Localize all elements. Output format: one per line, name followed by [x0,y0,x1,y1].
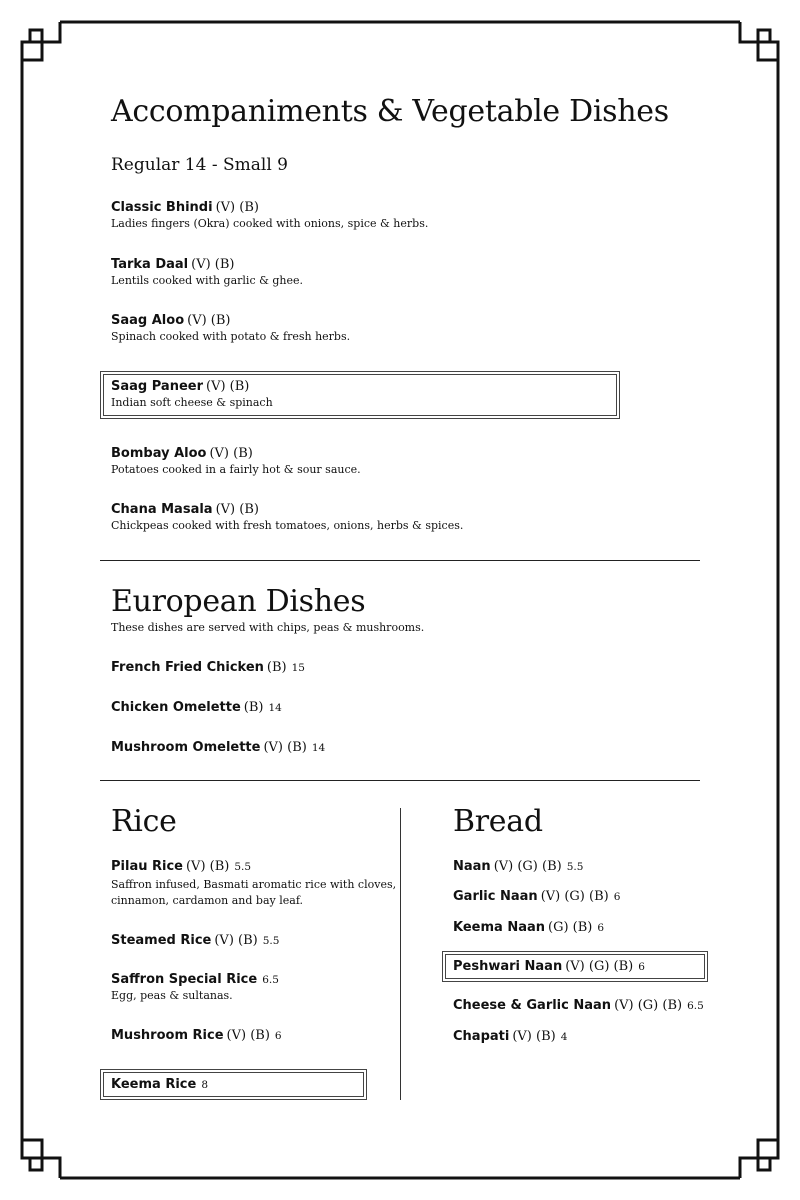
item-tags: (V) (B) [215,502,259,517]
menu-item [111,501,463,534]
item-tags: (B) [243,700,264,715]
item-name: Garlic Naan [453,889,538,904]
item-description: Indian soft cheese & spinach [111,396,273,409]
item-tags: (V) (B) [187,313,231,328]
item-tags: (B) [266,660,287,675]
menu-item [111,739,325,756]
item-price: 15 [291,662,305,674]
menu-item [111,312,350,345]
item-name: Bombay Aloo [111,446,207,461]
item-tags: (V) (B) [512,1029,556,1044]
menu-item-highlighted [453,958,645,975]
item-price: 5.5 [566,861,584,873]
menu-item [453,997,704,1014]
item-price: 8 [201,1079,208,1091]
item-price: 5.5 [262,935,280,947]
item-description: cinnamon, cardamon and bay leaf. [111,894,304,907]
item-name: French Fried Chicken [111,660,264,675]
item-description: Saffron infused, Basmati aromatic rice with cloves, [111,878,397,891]
item-name: Saag Aloo [111,313,185,328]
item-name: Saffron Special Rice [111,972,258,987]
item-tags: (V) (B) [263,740,307,755]
item-name: Keema Naan [453,920,546,935]
menu-item [111,445,361,478]
item-description: Potatoes cooked in a fairly hot & sour sauce. [111,463,361,476]
item-description: Lentils cooked with garlic & ghee. [111,274,304,287]
item-tags: (V) (G) (B) [614,998,683,1013]
item-price: 6 [597,922,605,934]
menu-item [111,858,396,909]
item-name: Mushroom Omelette [111,740,261,755]
menu-item [111,659,305,676]
item-price: 14 [268,702,282,714]
section-title-bread: Bread [453,804,543,839]
item-tags: (V) (B) [185,859,230,874]
item-price: 6 [613,891,621,903]
item-tags: (V) (G) (B) [565,959,634,974]
menu-item [111,932,279,949]
section-divider [100,780,700,781]
item-description: Egg, peas & sultanas. [111,989,233,1002]
section-subtitle: These dishes are served with chips, peas & mushrooms. [111,621,425,634]
item-name: Steamed Rice [111,933,212,948]
item-name: Peshwari Naan [453,959,563,974]
item-name: Tarka Daal [111,257,189,272]
item-name: Keema Rice [111,1077,197,1092]
menu-item [111,1027,282,1044]
item-tags: (V) (B) [206,379,250,394]
item-price: 6 [274,1030,282,1042]
menu-item [111,971,279,1004]
item-tags: (V) (B) [214,933,258,948]
item-name: Chicken Omelette [111,700,241,715]
item-description: Ladies fingers (Okra) cooked with onions, spice & herbs. [111,217,429,230]
item-tags: (V) (G) (B) [493,859,562,874]
item-tags: (V) (G) (B) [540,889,609,904]
item-price: 6.5 [687,1000,704,1012]
menu-item [453,888,620,905]
menu-item-highlighted [111,378,273,411]
item-price: 6 [638,961,645,973]
item-tags: (V) (B) [215,200,259,215]
item-name: Naan [453,859,491,874]
section-title-european: European Dishes [111,584,366,619]
item-tags: (V) (B) [226,1028,270,1043]
item-price: 14 [311,742,326,754]
section-divider [100,560,700,561]
item-price: 4 [560,1031,568,1043]
menu-item [111,256,303,289]
item-name: Mushroom Rice [111,1028,224,1043]
menu-item [111,199,428,232]
item-price: 5.5 [234,861,252,873]
item-tags: (V) (B) [191,257,235,272]
item-tags: (V) (B) [209,446,253,461]
section-title-rice: Rice [111,804,177,839]
item-tags: (G) (B) [548,920,593,935]
item-name: Chana Masala [111,502,213,517]
item-price: 6.5 [262,974,279,986]
item-description: Chickpeas cooked with fresh tomatoes, onions, herbs & spices. [111,519,464,532]
section-title-accompaniments: Accompaniments & Vegetable Dishes [111,94,669,129]
item-name: Saag Paneer [111,379,203,394]
menu-item [111,699,282,716]
item-name: Pilau Rice [111,859,183,874]
item-name: Cheese & Garlic Naan [453,998,612,1013]
item-description: Spinach cooked with potato & fresh herbs. [111,330,351,343]
menu-item [453,1028,567,1045]
menu-item [453,858,583,875]
column-divider [400,808,401,1100]
item-name: Classic Bhindi [111,200,213,215]
item-name: Chapati [453,1029,510,1044]
price-note: Regular 14 - Small 9 [111,155,288,175]
menu-item [453,919,604,936]
menu-item-highlighted [111,1076,208,1093]
